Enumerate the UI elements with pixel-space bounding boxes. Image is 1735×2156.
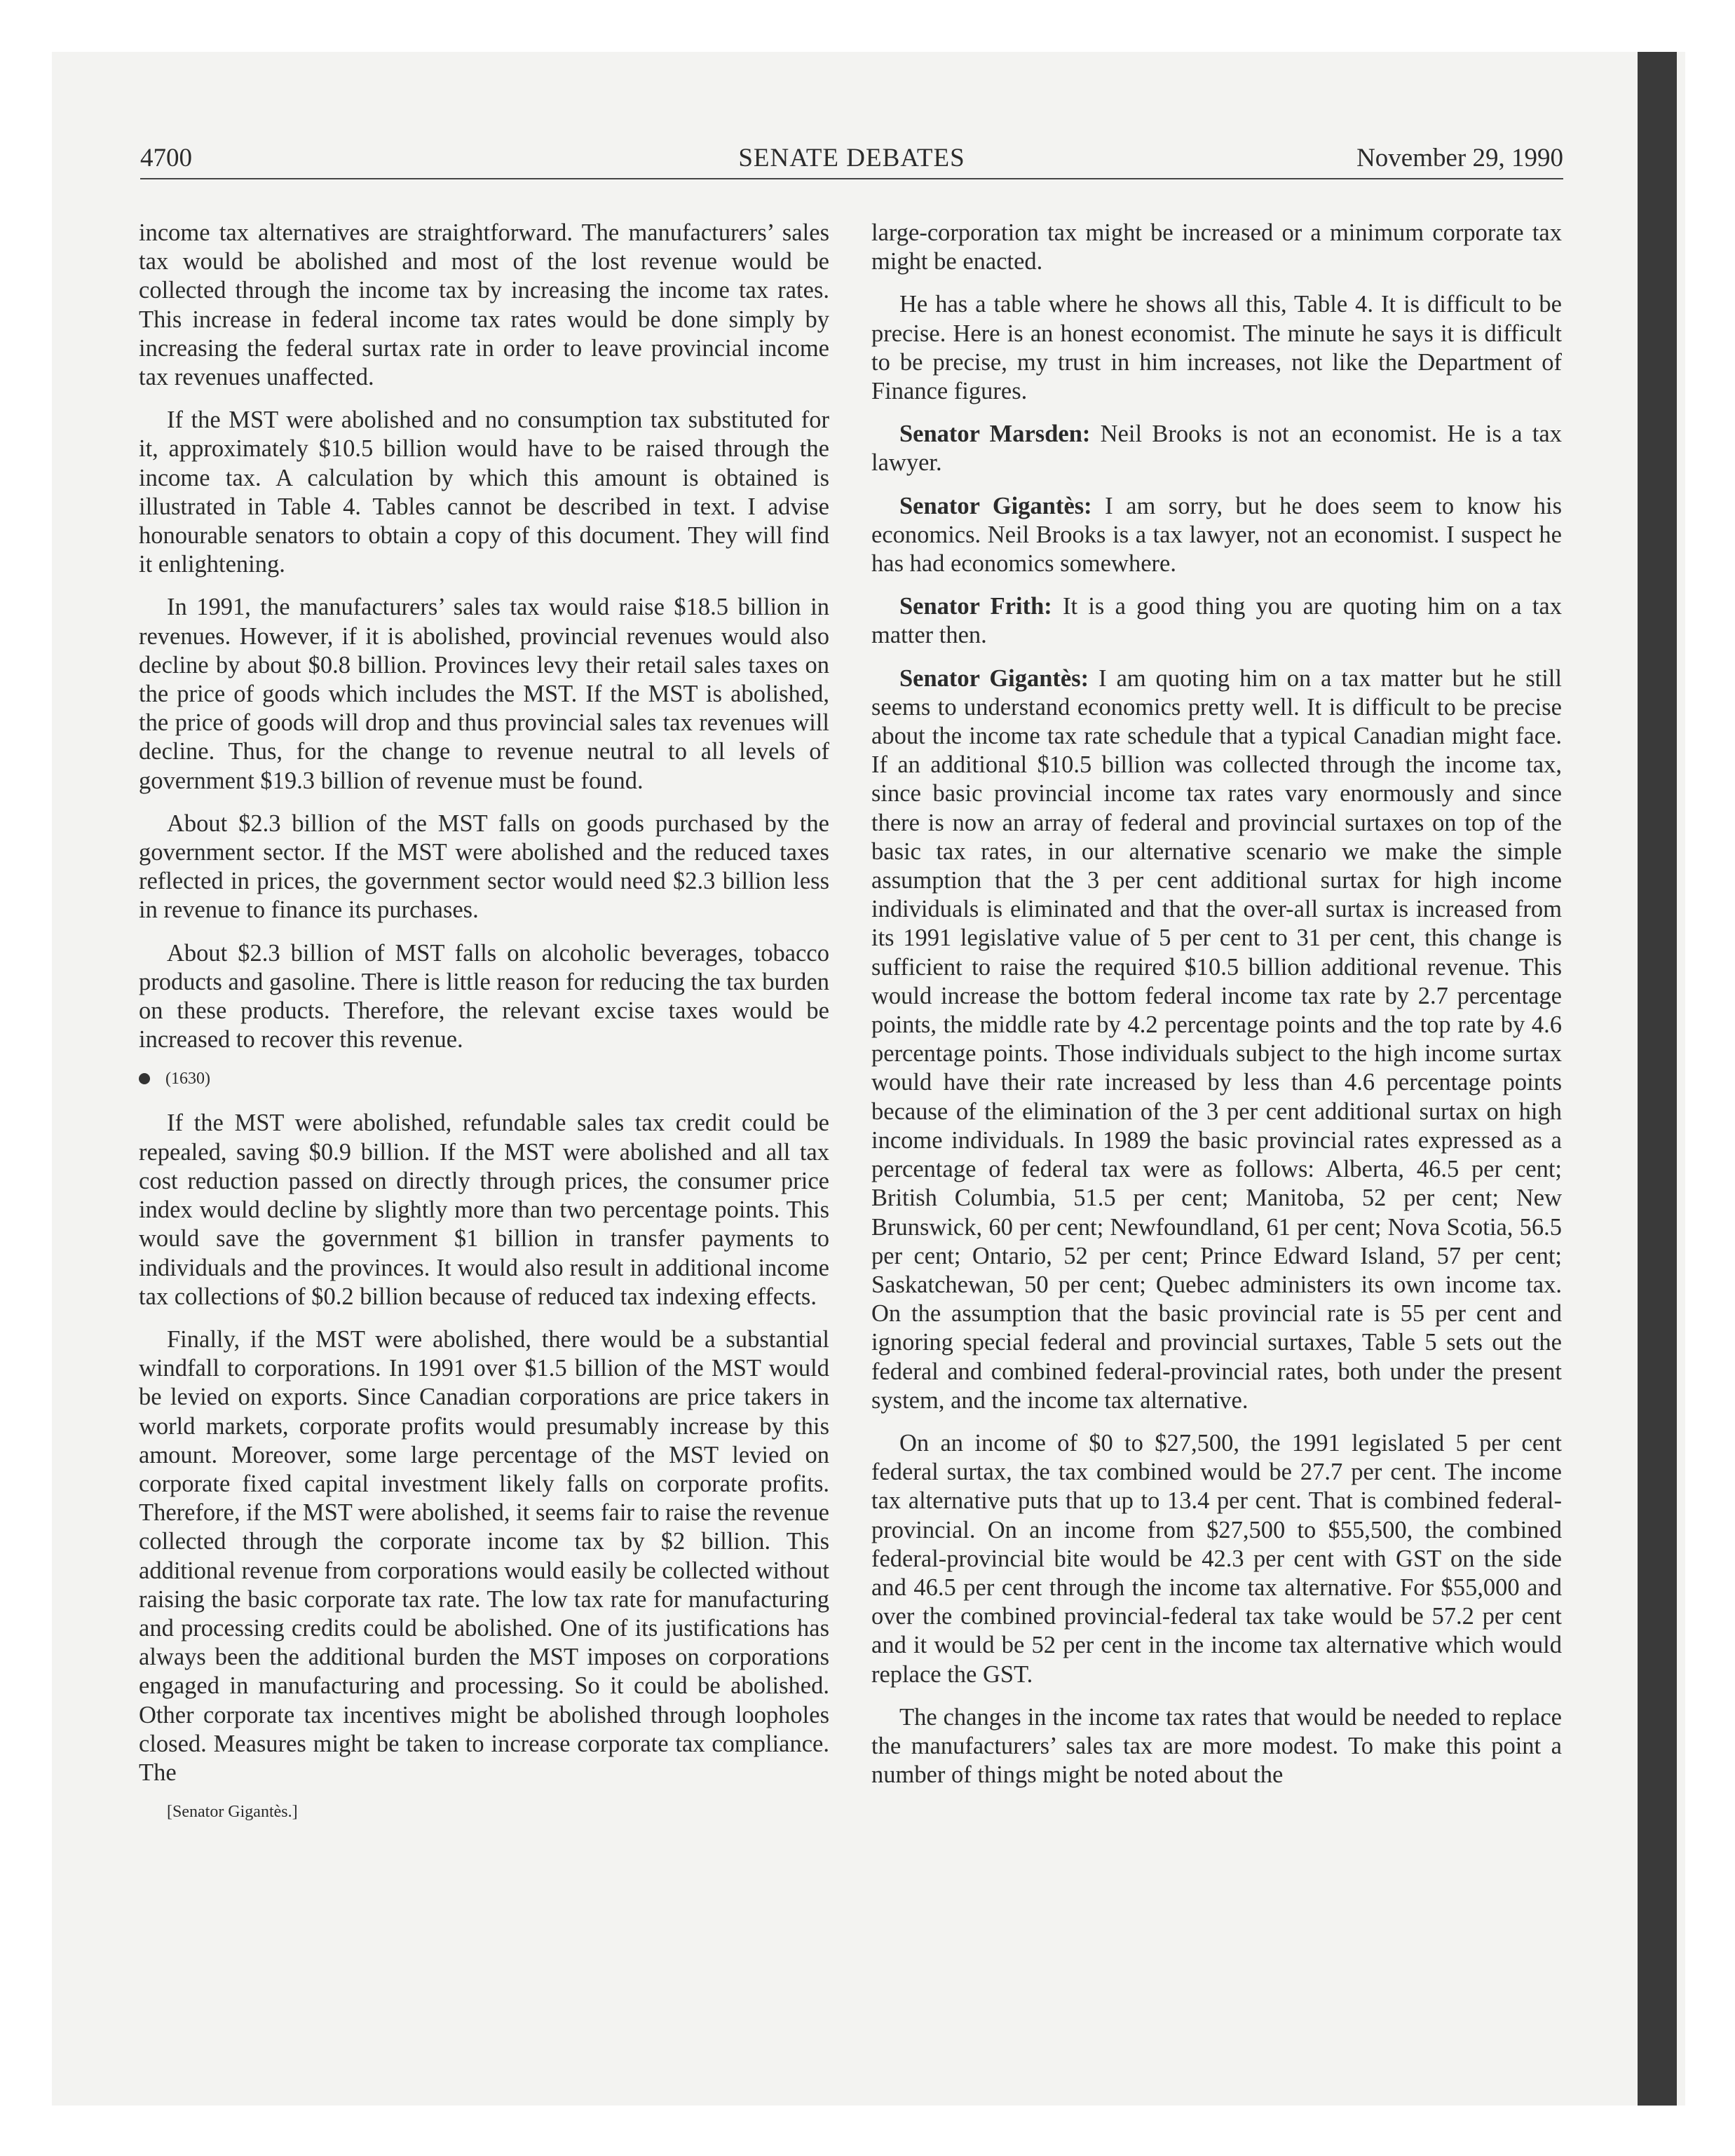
time-marker-label: (1630) bbox=[165, 1070, 210, 1089]
left-column bbox=[139, 219, 829, 1822]
bullet-icon bbox=[139, 1073, 150, 1084]
scan-edge-shadow bbox=[1638, 52, 1677, 2106]
speaker-attribution: [Senator Gigantès.] bbox=[167, 1803, 298, 1822]
page-number: 4700 bbox=[140, 144, 192, 172]
paragraph: About $2.3 billion of MST falls on alcoholic beverages, tobacco products and gasoline. There is little reason for reducing the tax burden on these products. Therefore, the relevant excise taxes would be increased to recover this revenue. bbox=[139, 939, 829, 1053]
page-header bbox=[140, 139, 1563, 179]
paragraph: Finally, if the MST were abolished, there would be a substantial windfall to corporations. In 1991 over $1.5 billion of the MST would be levied on exports. Since Canadian corporations are price takers in world markets, corporate profits would presumably increase by this amount. Moreover, some large percentage of the MST levied on corporate fixed capital investment likely falls on corporate profits. Therefore, if the MST were abolished, it seems fair to raise the revenue collected through the corporate income tax by $2 billion. This additional revenue from corporations would easily be collected without raising the basic corporate tax rate. The low tax rate for manufacturing and processing credits could be abolished. One of its justifications has always been the additional burden the MST imposes on corporations engaged in manufacturing and processing. So it could be abolished. Other corporate tax incentives might be abolished through loopholes closed. Measures might be taken to increase corporate tax compliance. The bbox=[139, 1325, 829, 1786]
speech-paragraph bbox=[871, 592, 1562, 650]
speech-text: I am sorry, but he does seem to know his economics. Neil Brooks is a tax lawyer, not an economist. I suspect he has had economics somewhere. bbox=[871, 492, 1562, 578]
speech-text: It is a good thing you are quoting him on a tax matter then. bbox=[871, 593, 1562, 649]
speaker-name: Senator Marsden: bbox=[899, 421, 1091, 448]
speech-text: Neil Brooks is not an economist. He is a tax lawyer. bbox=[871, 421, 1562, 477]
paragraph: About $2.3 billion of the MST falls on goods purchased by the government sector. If the MST were abolished and the reduced taxes reflected in prices, the government sector would need $2.3 billion less in revenue to finance its purchases. bbox=[139, 810, 829, 924]
speech-paragraph bbox=[871, 492, 1562, 579]
publication-title: SENATE DEBATES bbox=[738, 144, 965, 172]
speech-paragraph bbox=[871, 664, 1562, 1415]
time-marker bbox=[139, 1068, 829, 1089]
paragraph: If the MST were abolished, refundable sales tax credit could be repealed, saving $0.9 billion. If the MST were abolished and all tax cost reduction passed on directly through prices, the consumer price index would decline by slightly more than two percentage points. This would save the government $1 billion in transfer payments to individuals and the provinces. It would also result in additional income tax collections of $0.2 billion because of reduced tax indexing effects. bbox=[139, 1110, 829, 1310]
speaker-name: Senator Gigantès: bbox=[899, 492, 1092, 519]
speech-paragraph bbox=[871, 420, 1562, 477]
speaker-name: Senator Frith: bbox=[899, 593, 1052, 620]
paragraph: income tax alternatives are straightforward. The manufacturers’ sales tax would be abolished and most of the lost revenue would be collected through the income tax by increasing the income tax rates. This increase in federal income tax rates would be done simply by increasing the federal surtax rate in order to leave provincial income tax revenues unaffected. bbox=[139, 219, 829, 391]
paragraph: In 1991, the manufacturers’ sales tax would raise $18.5 billion in revenues. However, if it is abolished, provincial revenues would also decline by about $0.8 billion. Provinces levy their retail sales taxes on the price of goods which includes the MST. If the MST is abolished, the price of goods will drop and thus provincial sales tax revenues will decline. Thus, for the change to revenue neutral to all levels of government $19.3 billion of revenue must be found. bbox=[139, 594, 829, 794]
paragraph: He has a table where he shows all this, Table 4. It is difficult to be precise. Here is an honest economist. The minute he says it is difficult to be precise, my trust in him increases, not like the Department of Finance figures. bbox=[871, 291, 1562, 405]
right-column bbox=[871, 219, 1562, 1803]
paragraph: If the MST were abolished and no consumption tax substituted for it, approximately $10.5 billion would have to be raised through the income tax. A calculation by which this amount is obtained is illustrated in Table 4. Tables cannot be described in text. I advise honourable senators to obtain a copy of this document. They will find it enlightening. bbox=[139, 407, 829, 578]
speaker-name: Senator Gigantès: bbox=[899, 664, 1089, 692]
speech-text: I am quoting him on a tax matter but he still seems to understand economics pretty well. It is difficult to be precise about the income tax rate schedule that a typical Canadian might face. If an additional $10.5 billion was collected through the income tax, since basic provincial income tax rates vary enormously and since there is now an array of federal and provincial surtaxes on top of the basic tax rates, in our alternative scenario we make the simple assumption that the 3 per cent additional surtax for high income individuals is eliminated and that the over-all surtax is increased from its 1991 legislative value of 5 per cent to 31 per cent, this change is sufficient to raise the required $10.5 billion additional revenue. This would increase the bottom federal income tax rate by 2.7 percentage points, the middle rate by 4.2 percentage points and the top rate by 4.6 percentage points. Those individuals subject to the high income surtax would have their rate increased by less than 4.6 percentage points because of the elimination of the 3 per cent additional surtax on high income individuals. In 1989 the basic provincial rates expressed as a percentage of federal tax were as follows: Alberta, 46.5 per cent; British Columbia, 51.5 per cent; Manitoba, 52 per cent; New Brunswick, 60 per cent; Newfoundland, 61 per cent; Nova Scotia, 56.5 per cent; Ontario, 52 per cent; Prince Edward Island, 57 per cent; Saskatchewan, 50 per cent; Quebec administers its own income tax. On the assumption that the basic provincial rate is 55 per cent and ignoring special federal and provincial surtaxes, Table 5 sets out the federal and combined federal-provincial rates, both under the present system, and the income tax alternative. bbox=[871, 664, 1562, 1414]
paragraph: large-corporation tax might be increased or a minimum corporate tax might be enacted. bbox=[871, 219, 1562, 275]
debate-date: November 29, 1990 bbox=[1356, 144, 1563, 172]
paragraph: On an income of $0 to $27,500, the 1991 legislated 5 per cent federal surtax, the tax combined would be 27.7 per cent. The income tax alternative puts that up to 13.4 per cent. That is combined federal-provincial. On an income from $27,500 to $55,500, the combined federal-provincial bite would be 42.3 per cent with GST on the side and 46.5 per cent through the income tax alternative. For $55,000 and over the combined provincial-federal tax take would be 57.2 per cent and it would be 52 per cent in the income tax alternative which would replace the GST. bbox=[871, 1429, 1562, 1688]
paragraph: The changes in the income tax rates that would be needed to replace the manufacturers’ sales tax are more modest. To make this point a number of things might be noted about the bbox=[871, 1703, 1562, 1789]
